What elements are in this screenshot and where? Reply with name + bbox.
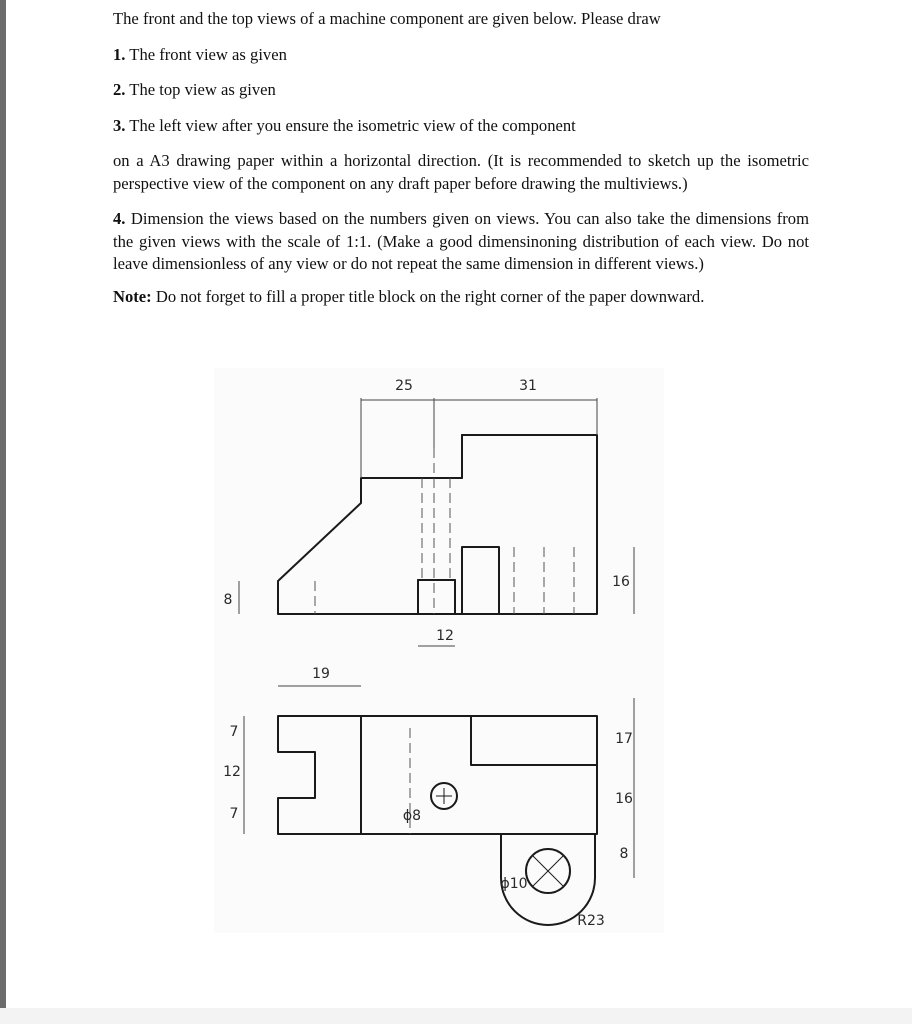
dim-16-label: 16	[615, 791, 633, 807]
technical-drawing	[214, 368, 664, 933]
instruction-4-text: Dimension the views based on the numbers given on views. You can also take the dimensions from the given views with the scale of 1:1. (Make a good dimensinoning distribution of each view. Do not leave dimensionless of any view or do not repeat the same dimension in different views.)	[113, 209, 809, 273]
dim-phi8-label: ϕ8	[402, 808, 422, 824]
instruction-4	[113, 208, 809, 276]
instruction-2-number: 2.	[113, 80, 126, 99]
dim-25-label: 25	[395, 378, 413, 394]
assignment-text	[113, 8, 809, 308]
note-label: Note:	[113, 286, 152, 306]
instruction-1-number: 1.	[113, 44, 126, 64]
dim-16-right-label: 16	[612, 574, 630, 590]
instruction-2-text: The top view as given	[125, 80, 276, 99]
dim-8-label: 8	[619, 846, 629, 862]
page-bottom-band	[0, 1008, 912, 1024]
note-text: Do not forget to fill a proper title block on the right corner of the paper downward.	[151, 286, 705, 306]
dim-17-label: 17	[615, 731, 633, 747]
instruction-1	[113, 44, 809, 67]
instruction-2	[113, 79, 809, 102]
dim-7-bottom-label: 7	[229, 806, 239, 822]
drawing-paper-paragraph: on a A3 drawing paper within a horizontal direction. (It is recommended to sketch up the isometric perspective view of the component on any draft paper before drawing the multiviews.)	[113, 151, 809, 193]
dim-19-label: 19	[312, 666, 330, 682]
note-line	[113, 286, 809, 309]
instruction-1-text: The front view as given	[125, 44, 287, 64]
dim-phi10-label: ϕ10	[500, 876, 528, 892]
dim-r23-label: R23	[577, 913, 605, 929]
instruction-4-number: 4.	[113, 209, 126, 228]
dim-12-label: 12	[436, 628, 454, 644]
instruction-3-number: 3.	[113, 115, 126, 135]
intro-line: The front and the top views of a machine component are given below. Please draw	[113, 9, 661, 28]
dim-8-left-label: 8	[223, 592, 233, 608]
instruction-3	[113, 115, 809, 138]
instruction-3-text: The left view after you ensure the isometric view of the component	[125, 115, 576, 135]
dim-7-top-label: 7	[229, 724, 239, 740]
dim-12-top-label: 12	[223, 764, 241, 780]
technical-drawing-svg	[214, 368, 664, 933]
page-left-edge	[0, 0, 6, 1024]
dim-31-label: 31	[519, 378, 537, 394]
